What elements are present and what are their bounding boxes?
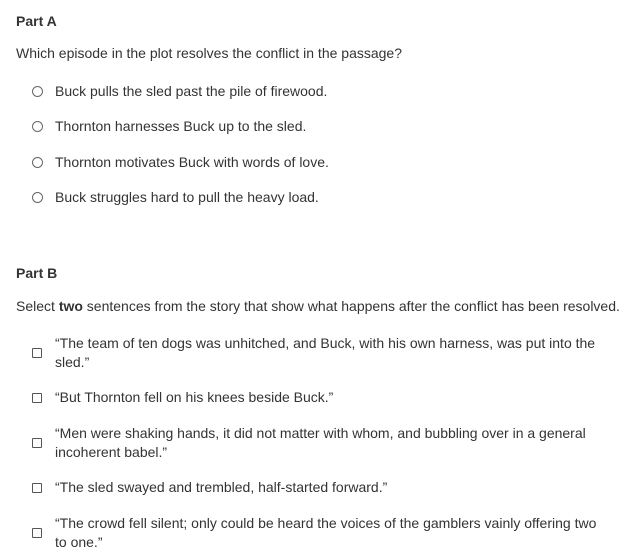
option-label: “The crowd fell silent; only could be heard the voices of the gamblers vainly offering two to one.”: [55, 515, 597, 550]
radio-button[interactable]: [32, 86, 43, 97]
part-b-option-5[interactable]: [32, 514, 607, 552]
part-a-option-4[interactable]: [32, 188, 607, 207]
option-label: “The sled swayed and trembled, half-started forward.”: [55, 479, 388, 495]
checkbox[interactable]: [32, 348, 42, 358]
part-a-option-3[interactable]: [32, 153, 607, 172]
option-label: “The team of ten dogs was unhitched, and Buck, with his own harness, was put into the sled.”: [55, 335, 596, 370]
part-b-title: Part B: [16, 265, 58, 281]
radio-button[interactable]: [32, 192, 43, 203]
part-b-option-3[interactable]: [32, 424, 607, 462]
checkbox[interactable]: [32, 438, 42, 448]
radio-button[interactable]: [32, 121, 43, 132]
prompt-text: sentences from the story that show what happens after the conflict has been resolved.: [82, 298, 620, 314]
prompt-text: Select: [16, 298, 59, 314]
part-a-option-2[interactable]: [32, 117, 607, 136]
part-a-title: Part A: [16, 13, 57, 29]
option-label: Thornton motivates Buck with words of love.: [55, 154, 329, 170]
checkbox[interactable]: [32, 528, 42, 538]
option-label: “But Thornton fell on his knees beside Buck.”: [55, 389, 334, 405]
checkbox[interactable]: [32, 393, 42, 403]
part-a-option-1[interactable]: [32, 82, 607, 101]
part-b-option-4[interactable]: [32, 478, 607, 497]
prompt-emphasis: two: [58, 298, 83, 314]
part-a-question: Which episode in the plot resolves the conflict in the passage?: [16, 45, 403, 61]
checkbox[interactable]: [32, 483, 42, 493]
part-b-option-1[interactable]: [32, 334, 607, 372]
option-label: Buck struggles hard to pull the heavy load.: [55, 189, 319, 205]
radio-button[interactable]: [32, 157, 43, 168]
option-label: “Men were shaking hands, it did not matter with whom, and bubbling over in a general incoherent babel.”: [55, 425, 586, 460]
option-label: Buck pulls the sled past the pile of firewood.: [55, 83, 328, 99]
part-b-prompt: [16, 298, 620, 314]
option-label: Thornton harnesses Buck up to the sled.: [55, 118, 307, 134]
part-b-option-2[interactable]: [32, 388, 607, 407]
